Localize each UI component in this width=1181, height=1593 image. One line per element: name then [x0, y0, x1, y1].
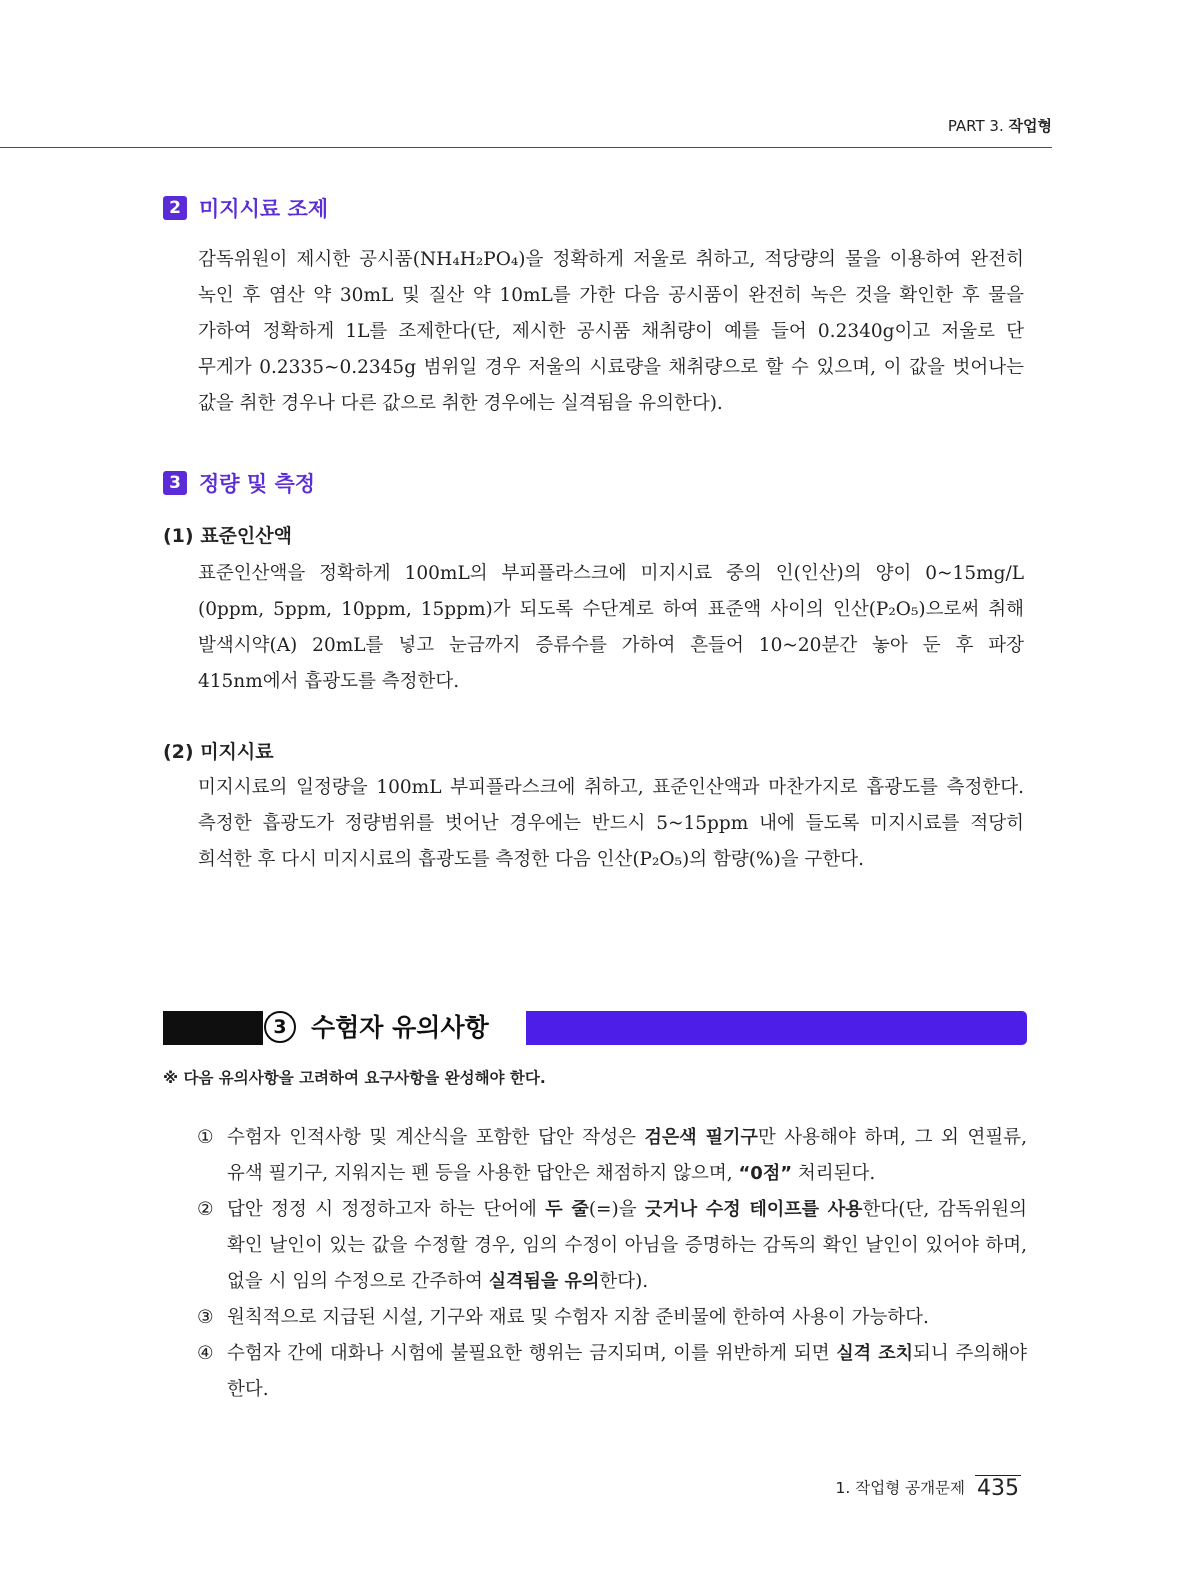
- item-marker: ③: [197, 1307, 214, 1328]
- item-marker: ②: [197, 1199, 214, 1220]
- list-item: ② 답안 정정 시 정정하고자 하는 단어에 두 줄(=)을 긋거나 수정 테이프를 사용한다(단, 감독위원의 확인 날인이 있는 값을 수정할 경우, 임의 수정이 아님을 증명하는 감독의 확인 날인이 있어야 하며, 없을 시 임의 수정으로 간주하여 실격됨을 유의한다).: [197, 1192, 1027, 1300]
- subsection-2-heading: (2) 미지시료: [163, 741, 274, 763]
- list-item: ③ 원칙적으로 지급된 시설, 기구와 재료 및 수험자 지참 준비물에 한하여 사용이 가능하다.: [197, 1300, 1027, 1336]
- section-title: 미지시료 조제: [199, 197, 329, 221]
- section-3-heading: [163, 468, 315, 498]
- caution-list: [197, 1120, 1027, 1408]
- section-2-paragraph: 감독위원이 제시한 공시품(NH₄H₂PO₄)을 정확하게 저울로 취하고, 적당량의 물을 이용하여 완전히 녹인 후 염산 약 30mL 및 질산 약 10mL를 가한 다음 공시품이 완전히 녹은 것을 확인한 후 물을 가하여 정확하게 1L를 조제한다(단, 제시한 공시품 채취량이 예를 들어 0.2340g이고 저울로 단 무게가 0.2335∼0.2345g 범위일 경우 저울의 시료량을 채취량으로 할 수 있으며, 이 값을 벗어나는 값을 취한 경우나 다른 값으로 취한 경우에는 실격됨을 유의한다).: [198, 249, 1025, 414]
- banner-title: 수험자 유의사항: [311, 1013, 489, 1042]
- page-header: [0, 111, 1052, 148]
- banner-number-circle: 3: [264, 1011, 296, 1043]
- header-part-label: PART 3. 작업형: [947, 117, 1052, 135]
- section-number-badge: 2: [163, 196, 187, 220]
- page-footer: [836, 1475, 1021, 1501]
- notice-text: ※ 다음 유의사항을 고려하여 요구사항을 완성해야 한다.: [163, 1069, 546, 1087]
- subsection-1-paragraph: 표준인산액을 정확하게 100mL의 부피플라스크에 미지시료 중의 인(인산)의 양이 0~15mg/L (0ppm, 5ppm, 10ppm, 15ppm)가 되도록 수단계로 하여 표준액 사이의 인산(P₂O₅)으로써 취해 발색시약(A) 20mL를 넣고 눈금까지 증류수를 가하여 흔들어 10~20분간 놓아 둔 후 파장 415nm에서 흡광도를 측정한다.: [198, 563, 1024, 692]
- banner-black-block: [163, 1011, 263, 1045]
- banner-purple-bar: [526, 1011, 1027, 1045]
- section-number-badge: 3: [163, 471, 187, 495]
- item-marker: ④: [197, 1343, 214, 1364]
- section-title: 정량 및 측정: [199, 472, 316, 496]
- footer-chapter: 1. 작업형 공개문제: [835, 1479, 965, 1497]
- page-number: 435: [977, 1476, 1019, 1501]
- list-item: ① 수험자 인적사항 및 계산식을 포함한 답안 작성은 검은색 필기구만 사용해야 하며, 그 외 연필류, 유색 필기구, 지워지는 펜 등을 사용한 답안은 채점하지 않으며, “0점” 처리된다.: [197, 1120, 1027, 1192]
- item-marker: ①: [197, 1127, 214, 1148]
- subsection-1-heading: (1) 표준인산액: [163, 525, 292, 547]
- list-item: ④ 수험자 간에 대화나 시험에 불필요한 행위는 금지되며, 이를 위반하게 되면 실격 조치되니 주의해야 한다.: [197, 1336, 1027, 1408]
- notice-banner: [163, 1011, 1027, 1045]
- section-2-heading: [163, 193, 328, 223]
- subsection-2-paragraph: 미지시료의 일정량을 100mL 부피플라스크에 취하고, 표준인산액과 마찬가지로 흡광도를 측정한다. 측정한 흡광도가 정량범위를 벗어난 경우에는 반드시 5~15ppm 내에 들도록 미지시료를 적당히 희석한 후 다시 미지시료의 흡광도를 측정한 다음 인산(P₂O₅)의 함량(%)을 구한다.: [198, 777, 1024, 870]
